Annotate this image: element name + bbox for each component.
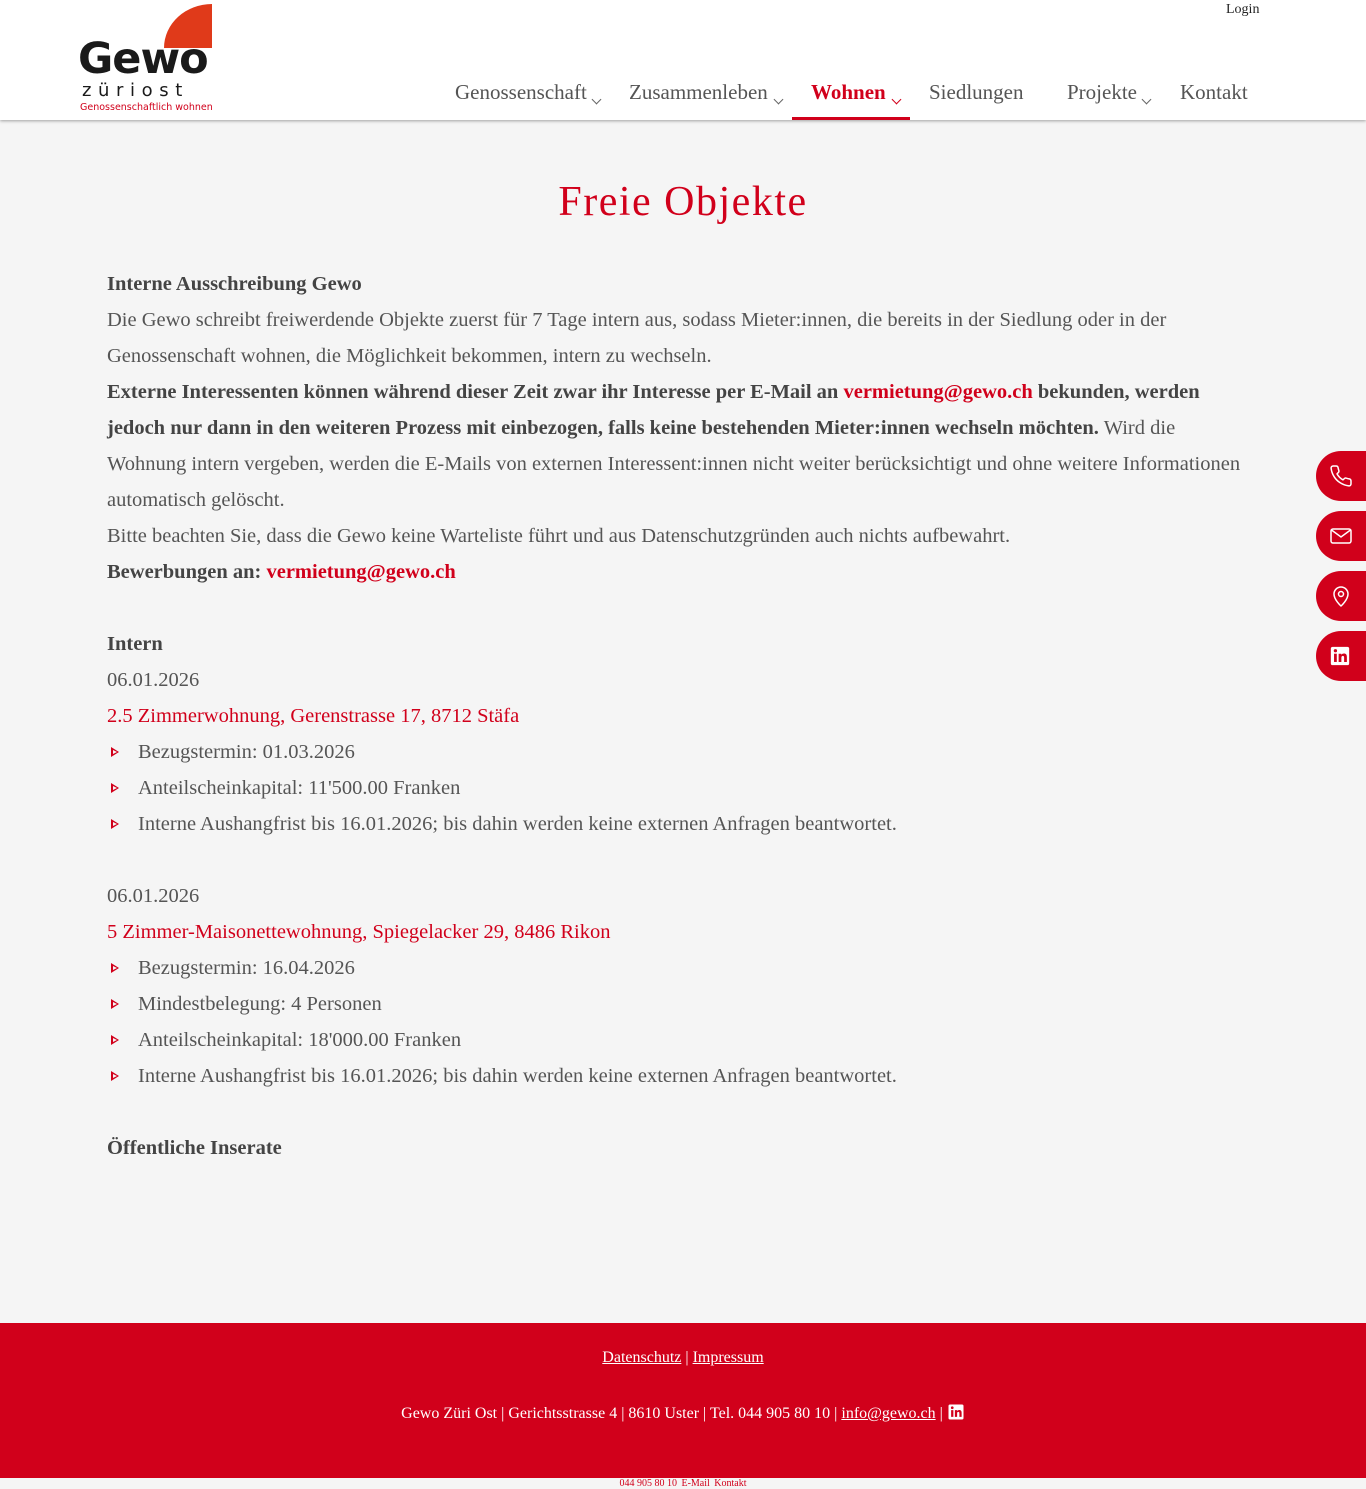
logo-sub: züriost xyxy=(82,80,189,101)
detail-item: Bezugstermin: 16.04.2026 xyxy=(107,950,1257,986)
detail-item: Anteilscheinkapital: 11'500.00 Franken xyxy=(107,770,1257,806)
nav-zusammenleben[interactable]: Zusammenleben xyxy=(629,80,768,104)
logo-word: Gewo xyxy=(78,34,208,84)
bottom-phone[interactable]: 044 905 80 10 xyxy=(619,1478,677,1489)
linkedin-button[interactable] xyxy=(1316,631,1366,681)
impressum-link[interactable]: Impressum xyxy=(692,1349,764,1366)
main-content xyxy=(107,266,1257,1166)
location-button[interactable] xyxy=(1316,571,1366,621)
waitlist-notice: Bitte beachten Sie, dass die Gewo keine Warteliste führt und aus Datenschutzgründen auch nichts aufbewahrt. xyxy=(107,525,1011,547)
listing xyxy=(107,662,1257,842)
listing-title-link[interactable]: 2.5 Zimmerwohnung, Gerenstrasse 17, 8712 Stäfa xyxy=(107,705,520,727)
external-notice: Externe Interessenten können während dieser Zeit zwar ihr Interesse per E-Mail an vermietung@gewo.ch bekunden, werden jedoch nur dann in den weiteren Prozess mit einbezogen, falls keine bestehenden Mieter:innen wechseln möchten. Wird die Wohnung intern vergeben, werden die E-Mails von externen Interessent:innen nicht weiter berücksichtigt und ohne weitere Informationen automatisch gelöscht. xyxy=(107,381,1241,511)
chevron-down-icon[interactable] xyxy=(774,95,784,105)
site-footer xyxy=(0,1323,1366,1478)
listing xyxy=(107,878,1257,1094)
datenschutz-link[interactable]: Datenschutz xyxy=(602,1349,682,1366)
mail-icon xyxy=(1329,524,1353,548)
footer-links: Datenschutz | Impressum xyxy=(602,1349,764,1366)
detail-item: Interne Aushangfrist bis 16.01.2026; bis dahin werden keine externen Anfragen beantwortet. xyxy=(107,806,1257,842)
intro-heading: Interne Ausschreibung Gewo xyxy=(107,273,362,295)
nav-kontakt[interactable]: Kontakt xyxy=(1180,80,1248,104)
nav-siedlungen[interactable]: Siedlungen xyxy=(929,80,1024,104)
listing-details xyxy=(107,734,1257,842)
logo-tagline: Genossenschaftlich wohnen xyxy=(80,102,213,113)
nav-wohnen[interactable]: Wohnen xyxy=(811,80,886,104)
nav-projekte[interactable]: Projekte xyxy=(1067,80,1137,104)
apply-line: Bewerbungen an: vermietung@gewo.ch xyxy=(107,561,456,583)
phone-icon xyxy=(1329,464,1353,488)
footer-address: Gewo Züri Ost | Gerichtsstrasse 4 | 8610 Uster | Tel. 044 905 80 10 | info@gewo.ch | xyxy=(0,1403,1366,1423)
login-link[interactable]: Login xyxy=(1226,2,1260,17)
linkedin-icon xyxy=(1329,645,1351,667)
detail-item: Interne Aushangfrist bis 16.01.2026; bis dahin werden keine externen Anfragen beantwortet. xyxy=(107,1058,1257,1094)
logo[interactable] xyxy=(78,4,214,116)
email-button[interactable] xyxy=(1316,511,1366,561)
section-heading-intern: Intern xyxy=(107,633,163,655)
listing-details xyxy=(107,950,1257,1094)
detail-item: Bezugstermin: 01.03.2026 xyxy=(107,734,1257,770)
section-heading-public: Öffentliche Inserate xyxy=(107,1137,282,1159)
nav-active-indicator xyxy=(792,117,910,120)
bottom-contact[interactable]: Kontakt xyxy=(714,1478,747,1489)
chevron-down-icon[interactable] xyxy=(592,95,602,105)
location-pin-icon xyxy=(1329,584,1353,608)
detail-item: Mindestbelegung: 4 Personen xyxy=(107,986,1257,1022)
nav-genossenschaft[interactable]: Genossenschaft xyxy=(455,80,587,104)
listing-date: 06.01.2026 xyxy=(107,885,200,907)
page-title: Freie Objekte xyxy=(558,179,808,225)
phone-button[interactable] xyxy=(1316,451,1366,501)
detail-item: Anteilscheinkapital: 18'000.00 Franken xyxy=(107,1022,1257,1058)
mobile-contact-bar xyxy=(0,1478,1366,1489)
linkedin-icon[interactable] xyxy=(947,1403,965,1421)
listing-title-link[interactable]: 5 Zimmer-Maisonettewohnung, Spiegelacker 29, 8486 Rikon xyxy=(107,921,611,943)
site-header xyxy=(0,0,1366,120)
intro-paragraph: Die Gewo schreibt freiwerdende Objekte zuerst für 7 Tage intern aus, sodass Mieter:innen, die bereits in der Siedlung oder in der Genossenschaft wohnen, die Möglichkeit bekommen, intern zu wechseln. xyxy=(107,309,1167,367)
chevron-down-icon[interactable] xyxy=(892,95,902,105)
apply-email-link[interactable]: vermietung@gewo.ch xyxy=(266,561,456,583)
chevron-down-icon[interactable] xyxy=(1142,95,1152,105)
vermietung-email-link[interactable]: vermietung@gewo.ch xyxy=(843,381,1033,403)
listing-date: 06.01.2026 xyxy=(107,669,200,691)
footer-email-link[interactable]: info@gewo.ch xyxy=(841,1405,936,1422)
bottom-email[interactable]: E-Mail xyxy=(681,1478,710,1489)
